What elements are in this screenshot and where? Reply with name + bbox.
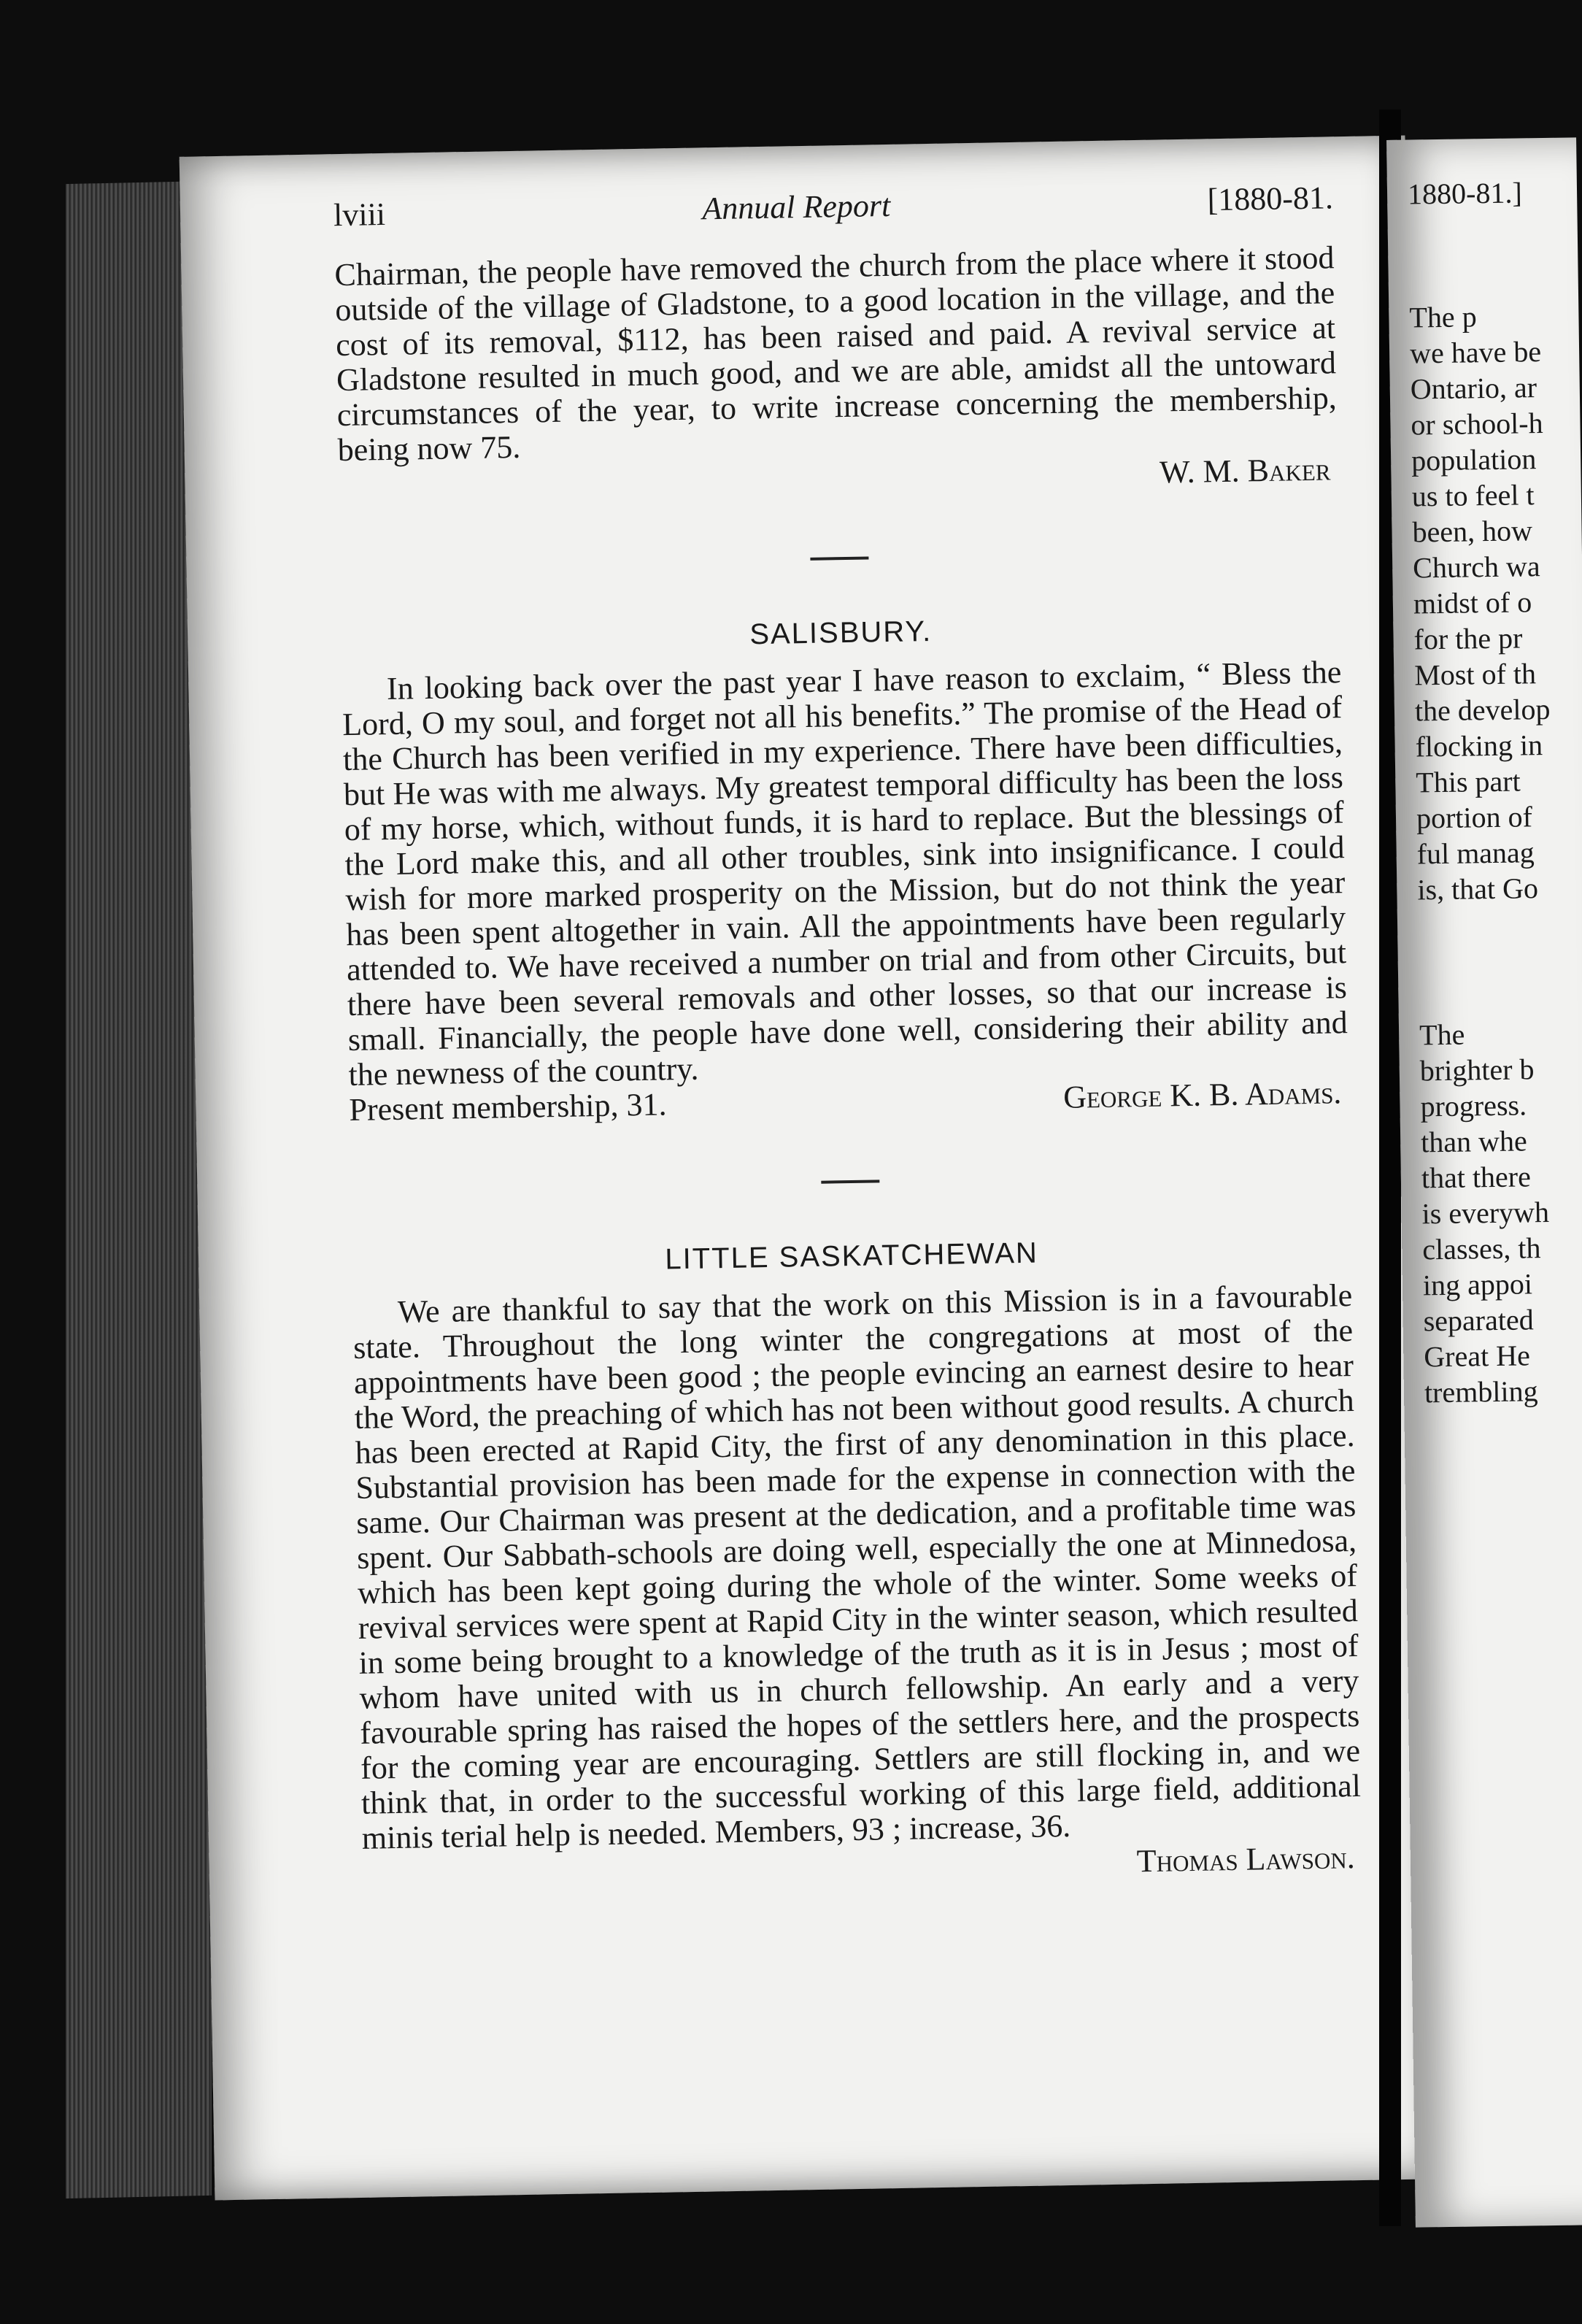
right-page-line: The <box>1419 1017 1465 1052</box>
right-page-line: classes, th <box>1421 1231 1541 1266</box>
right-page-line: us to feel t <box>1411 478 1535 513</box>
right-page-line: been, how <box>1412 514 1533 549</box>
right-page-line: trembling <box>1424 1374 1538 1409</box>
right-page-content <box>1408 172 1582 1410</box>
right-page-line: ful manag <box>1416 836 1535 871</box>
salisbury-report: In looking back over the past year I have reason to exclaim, “ Bless the Lord, O my soul, and forget not all his benefits.” The promise of the Head of the Church has been verified in my experience. There have been difficulties, but He was with me always. My greatest temporal difficulty has been the loss of my horse, which, without funds, it is hard to replace. But the blessings of the Lord make this, and all other troubles, sink into insignificance. I could wish for more marked prosperity on the Mission, but do not think the year has been spent altogether in vain. All the appointments have been regularly attended to. We have received a number on trial and from other Circuits, but there have been several removals and other losses, so that our increase is small. Financially, the people have done well, considering their ability and the newness of the country. <box>342 654 1348 1093</box>
right-page-line: population <box>1411 442 1537 477</box>
right-page-line: for the pr <box>1413 621 1523 656</box>
right-page <box>1386 137 1582 2227</box>
right-page-line: Great He <box>1424 1339 1531 1374</box>
section-divider <box>810 556 868 560</box>
right-page-line: The p <box>1409 300 1477 334</box>
right-page-line: is everywh <box>1421 1195 1550 1231</box>
right-page-line: Ontario, ar <box>1410 371 1537 406</box>
left-page <box>180 136 1441 2201</box>
right-page-line: ing appoi <box>1422 1267 1533 1302</box>
right-page-line: separated <box>1423 1303 1534 1338</box>
right-fragment-gap <box>1418 904 1582 1017</box>
right-page-line: This part <box>1416 764 1521 799</box>
right-page-line: progress. <box>1420 1088 1527 1123</box>
page-content <box>333 180 1362 1893</box>
right-page-line: brighter b <box>1419 1053 1535 1088</box>
intro-paragraph: Chairman, the people have removed the church from the place where it stood outside of the village of Gladstone, to a good location in the village, and the cost of its removal, $112, has been raised and paid. A revival service at Gladstone resulted in much good, and we are able, amidst all the untoward circumstances of the year, to write increase concerning the membership, being now 75. <box>334 239 1338 469</box>
right-page-line: is, that Go <box>1417 872 1539 907</box>
running-title: Annual Report <box>701 187 891 227</box>
right-page-line: we have be <box>1409 335 1542 370</box>
right-page-line: flocking in <box>1415 728 1543 763</box>
section-heading-salisbury: SALISBURY. <box>749 615 933 651</box>
little-saskatchewan-signature: Thomas Lawson. <box>1136 1839 1356 1879</box>
intro-signature: W. M. Baker <box>1159 451 1331 490</box>
running-head <box>333 180 1334 233</box>
section-divider <box>821 1180 879 1183</box>
right-page-line: midst of o <box>1413 585 1532 620</box>
page-number: lviii <box>333 196 386 234</box>
right-page-line: than whe <box>1420 1124 1528 1159</box>
section-heading-little-saskatchewan: LITTLE SASKATCHEWAN <box>665 1236 1039 1276</box>
right-page-line: Most of th <box>1413 657 1537 692</box>
salisbury-membership: Present membership, 31. <box>349 1086 667 1128</box>
right-page-line: Church wa <box>1412 550 1540 585</box>
right-fragment-one <box>1409 296 1582 908</box>
salisbury-signature: George K. B. Adams. <box>1062 1074 1342 1115</box>
right-page-line: or school-h <box>1411 406 1543 442</box>
right-page-line: portion of <box>1416 800 1533 835</box>
little-saskatchewan-report: We are thankful to say that the work on this Mission is in a favourable state. Throughout the long winter the congregations at most of the appointments have been good ; the people evincing an earnest desire to hear the Word, the preaching of which has not been without good results. A church has been erected at Rapid City, the first of any denomination in this place. Substantial provision has been made for the expense in connection with the same. Our Chairman was present at the dedication, and a profitable time was spent. Our Sabbath-schools are doing well, especially the one at Minnedosa, which has been kept going during the whole of the winter. Some weeks of revival services were spent at Rapid City in the winter season, which resulted in some being brought to a knowledge of the truth as it is in Jesus ; most of whom have united with us in church fellowship. An early and a very favourable spring has raised the hopes of the settlers here, and the prospects for the coming year are encouraging. Settlers are still flocking in, and we think that, in order to the successful working of this large field, additional minis terial help is needed. Members, 93 ; increase, 36. <box>352 1277 1362 1856</box>
right-fragment-two <box>1419 1013 1582 1411</box>
right-page-line: that there <box>1421 1160 1532 1195</box>
running-year: [1880-81. <box>1207 180 1334 218</box>
right-page-line: the develop <box>1414 692 1551 728</box>
right-running-year: 1880-81.] <box>1407 176 1523 211</box>
